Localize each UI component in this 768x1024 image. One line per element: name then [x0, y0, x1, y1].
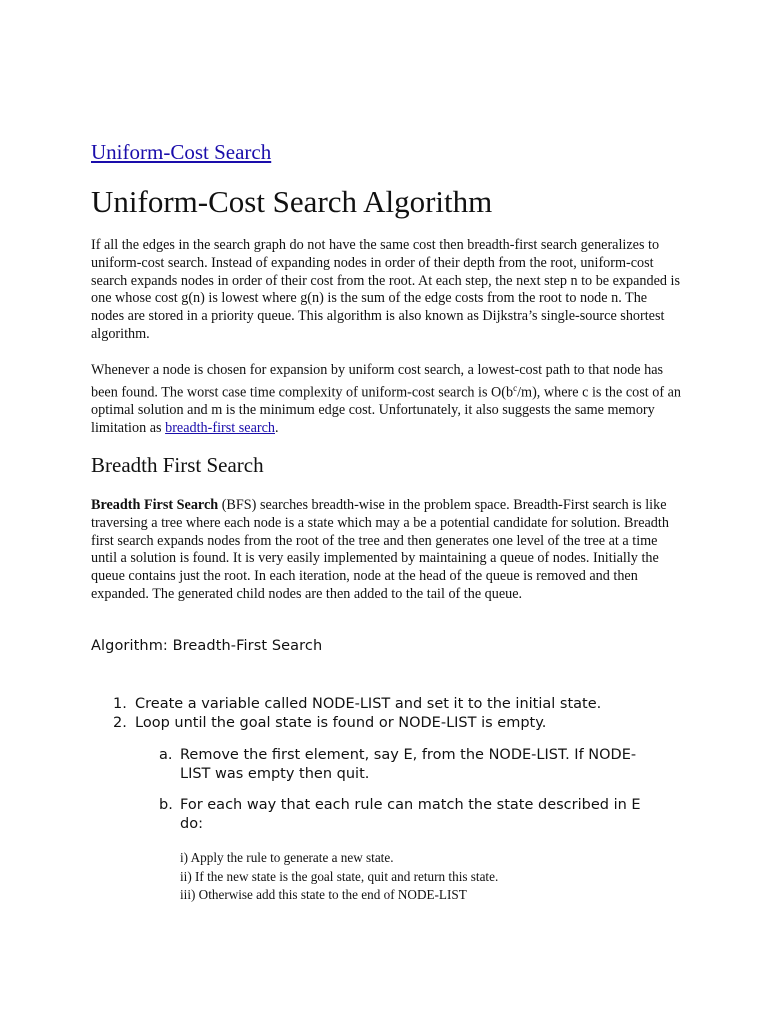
- ucs-paragraph-2: [91, 362, 681, 438]
- bfs-paragraph-text: (BFS) searches breadth-wise in the problem space. Breadth-First search is like traversing a tree where each node is a state which may a be a potential candidate for solution. Breadth first search expands nodes from the root of the tree and then generates one level of the tree at a time until a solution is found. It is very easily implemented by maintaining a queue of nodes. Initially the queue contains just the root. In each iteration, node at the head of the queue is removed and then expanded. The generated child nodes are then added to the tail of the queue.: [91, 497, 669, 602]
- bfs-heading: Breadth First Search: [91, 453, 264, 477]
- step-text: Create a variable called NODE-LIST and set it to the initial state.: [135, 696, 602, 712]
- substep-letter: b.: [159, 797, 173, 813]
- roman-substep: ii) If the new state is the goal state, quit and return this state.: [180, 869, 499, 884]
- algorithm-step: [113, 715, 546, 731]
- step-number: 1.: [113, 696, 127, 712]
- ucs-p2-text-a: Whenever a node is chosen for expansion by uniform cost search, a lowest-cost path to that node has been found. The worst case time complexity of uniform-cost search is O(b: [91, 362, 664, 401]
- roman-substep: i) Apply the rule to generate a new state.: [180, 850, 394, 865]
- algorithm-heading: Algorithm: Breadth-First Search: [91, 638, 323, 654]
- ucs-p2-superscript: c: [513, 382, 518, 393]
- substep-letter: a.: [159, 747, 173, 763]
- uniform-cost-search-link[interactable]: Uniform-Cost Search: [91, 140, 272, 164]
- step-text: Loop until the goal state is found or NODE-LIST is empty.: [135, 715, 547, 731]
- page-title: Uniform-Cost Search Algorithm: [91, 184, 493, 219]
- ucs-p2-text-end: .: [275, 420, 279, 437]
- breadth-first-search-link[interactable]: breadth-first search: [165, 420, 275, 437]
- bfs-paragraph: [91, 497, 681, 604]
- ucs-p2-text-b: /m), where c is the cost of an optimal solution and m is the minimum edge cost. Unfortunately, it also suggests the same memory limitation as: [91, 384, 681, 437]
- substep-text: For each way that each rule can match the state described in E do:: [180, 797, 641, 832]
- algorithm-step: [113, 696, 601, 712]
- substep-text: Remove the first element, say E, from the NODE-LIST. If NODE-LIST was empty then quit.: [180, 747, 637, 782]
- ucs-paragraph-1: If all the edges in the search graph do not have the same cost then breadth-first search generalizes to uniform-cost search. Instead of expanding nodes in order of their depth from the root, uniform-cost search expands nodes in order of their cost from the root. At each step, the next step n to be expanded is one whose cost g(n) is lowest where g(n) is the sum of the edge costs from the root to node n. The nodes are stored in a priority queue. This algorithm is also known as Dijkstra’s single-source shortest algorithm.: [91, 237, 681, 342]
- step-number: 2.: [113, 715, 127, 731]
- bfs-bold-term: Breadth First Search: [91, 497, 219, 513]
- roman-substep: iii) Otherwise add this state to the end of NODE-LIST: [180, 887, 467, 902]
